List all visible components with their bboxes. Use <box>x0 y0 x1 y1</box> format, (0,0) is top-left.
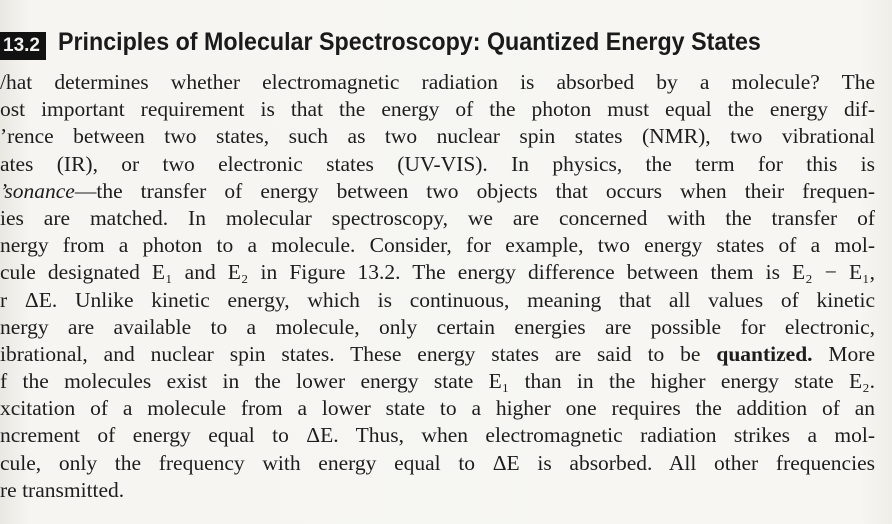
text-line: cule designated E₁ and E₂ in Figure 13.2. The energy difference between them is E₂ − E₁, <box>0 260 875 285</box>
section-header <box>0 28 892 62</box>
text-line: ost important requirement is that the energy of the photon must equal the energy dif- <box>0 97 875 122</box>
text-line: ates (IR), or two electronic states (UV-VIS). In physics, the term for this is <box>0 151 875 176</box>
bold-term-quantized: quantized. <box>716 341 813 366</box>
text-line: r ΔE. Unlike kinetic energy, which is continuous, meaning that all values of kinetic <box>0 287 875 312</box>
text-line: ies are matched. In molecular spectroscopy, we are concerned with the transfer of <box>0 205 875 230</box>
text-line: ibrational, and nuclear spin states. These energy states are said to be quantized. More <box>0 341 875 366</box>
section-title: Principles of Molecular Spectroscopy: Quantized Energy States <box>58 28 761 56</box>
text-line: ’sonance—the transfer of energy between two objects that occurs when their frequen- <box>0 178 875 203</box>
section-number-badge: 13.2 <box>0 32 46 60</box>
text-line: nergy are available to a molecule, only certain energies are possible for electronic, <box>0 314 875 339</box>
italic-term-resonance: ’sonance <box>0 178 75 203</box>
text-line: f the molecules exist in the lower energy state E₁ than in the higher energy state E₂. <box>0 369 875 394</box>
text-line: cule, only the frequency with energy equal to ΔE is absorbed. All other frequencies <box>0 450 875 475</box>
text-line: xcitation of a molecule from a lower state to a higher one requires the addition of an <box>0 396 875 421</box>
text-line: re transmitted. <box>0 477 125 502</box>
text-line: /hat determines whether electromagnetic radiation is absorbed by a molecule? The <box>0 70 875 94</box>
text-line: ’rence between two states, such as two nuclear spin states (NMR), two vibrational <box>0 124 875 149</box>
text-line: ncrement of energy equal to ΔE. Thus, when electromagnetic radiation strikes a mol- <box>0 423 875 448</box>
body-paragraph <box>0 69 875 504</box>
text-line: nergy from a photon to a molecule. Consider, for example, two energy states of a mol- <box>0 233 875 258</box>
